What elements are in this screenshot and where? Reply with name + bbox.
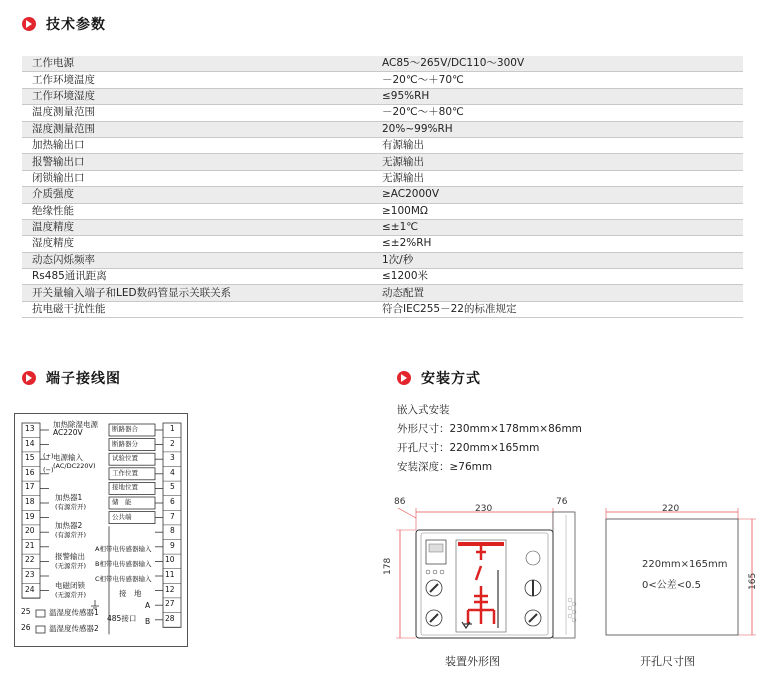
rs485-label: 485接口 [107,614,137,623]
spec-row [22,285,743,301]
right-terminal-label: 公共端 [112,512,132,521]
spec-label: 工作电源 [22,56,374,72]
red-arrow-bullet-icon [22,371,36,385]
install-line-mount: 嵌入式安装 [397,404,450,416]
spec-value: 无源输出 [374,154,743,170]
terminal-right: 1 [170,424,175,433]
terminal-right: 11 [165,570,175,579]
spec-row [22,72,743,88]
right-terminal-label: 断路器分 [112,439,138,448]
right-terminal-label: 工作位置 [112,468,138,477]
spec-label: 报警输出口 [22,154,374,170]
cutout-drawing [598,505,758,645]
spec-value: －20℃～＋70℃ [374,72,743,88]
spec-value: 动态配置 [374,285,743,301]
terminal-right: 10 [165,555,175,565]
wiring-lines [15,414,187,646]
power-in-spec-label: (AC/DC220V) [53,462,96,470]
spec-value: AC85～265V/DC110～300V [374,56,743,72]
spec-row [22,252,743,268]
terminal-left: 20 [25,526,35,536]
spec-label: 温度测量范围 [22,105,374,121]
terminal-right: 9 [170,540,175,550]
spec-value: －20℃～＋80℃ [374,105,743,121]
spec-value: 符合IEC255－22的标准规定 [374,301,743,317]
outline-depth-dim: 86 [394,497,406,507]
wiring-title-text: 端子接线图 [46,371,121,387]
spec-row [22,56,743,72]
terminal-left: 15 [25,453,35,463]
terminal-right: 6 [170,497,175,506]
ac220-label: AC220V [53,428,83,437]
terminal-right: 5 [170,482,175,492]
heater1-sub-label: (有源常开) [55,503,87,511]
spec-row [22,137,743,153]
spec-label: 开关量输入端子和LED数码管显示关联关系 [22,285,374,301]
install-line-outline: 外形尺寸：230mm×178mm×86mm [397,423,582,435]
spec-row [22,203,743,219]
heater2-label: 加热器2 [55,521,83,530]
install-section-title [397,368,481,388]
right-terminal-label: 断路器合 [112,425,138,433]
spec-row [22,219,743,235]
spec-label: 绝缘性能 [22,203,374,219]
spec-row [22,88,743,104]
spec-label: 介质强度 [22,187,374,203]
cutout-size-text: 220mm×165mm [642,559,728,570]
terminal-right: 12 [165,584,175,594]
spec-label: 抗电磁干扰性能 [22,301,374,317]
cutout-height-dim: 165 [748,572,758,590]
heater1-label: 加热器1 [55,493,83,502]
install-line-cutout: 开孔尺寸：220mm×165mm [397,442,540,454]
right-terminal-label: 储 能 [112,498,132,506]
spec-row [22,236,743,252]
minus-label: (−) [43,466,54,474]
sensor2-label: 温湿度传感器2 [49,624,99,633]
terminal-left: 23 [25,570,35,579]
spec-row [22,301,743,317]
outline-caption: 装置外形图 [445,655,500,668]
terminal-left: 13 [25,424,35,433]
spec-label: 湿度精度 [22,236,374,252]
red-arrow-bullet-icon [22,17,36,31]
spec-label: Rs485通讯距离 [22,269,374,285]
sensor-a-label: A相带电传感器输入 [95,545,152,553]
terminal-25: 25 [21,607,31,616]
rs485-b-label: B [145,617,151,626]
terminal-26: 26 [21,623,31,632]
cutout-tolerance-text: 0<公差<0.5 [642,580,702,591]
spec-label: 湿度测量范围 [22,121,374,137]
red-arrow-bullet-icon [397,371,411,385]
spec-value: 有源输出 [374,137,743,153]
spec-label: 工作环境湿度 [22,88,374,104]
terminal-right: 28 [165,613,175,623]
install-title-text: 安装方式 [421,371,481,387]
spec-row [22,187,743,203]
spec-row [22,154,743,170]
spec-value: ≥100MΩ [374,203,743,219]
spec-value: 无源输出 [374,170,743,186]
terminal-right: 7 [170,511,175,521]
terminal-left: 24 [25,584,35,594]
terminal-left: 18 [25,497,35,506]
sensor-b-label: B相带电传感器输入 [95,560,152,568]
spec-value: 20%~99%RH [374,121,743,137]
alarm-sub-label: (无源常开) [55,562,87,570]
heater-power-label: 加热除湿电源 [53,420,98,429]
spec-value: ≤±1℃ [374,219,743,235]
spec-value: ≥AC2000V [374,187,743,203]
right-terminal-label: 试验位置 [112,454,138,463]
cutout-width-dim: 220 [662,504,680,514]
spec-label: 温度精度 [22,219,374,235]
ground-label: 接 地 [119,589,142,598]
spec-row [22,269,743,285]
spec-row [22,170,743,186]
device-outline-drawing [388,500,588,650]
terminal-right: 4 [170,467,175,477]
terminal-left: 22 [25,555,35,565]
wiring-section-title [22,368,121,388]
sensor1-label: 温湿度传感器1 [49,608,99,617]
spec-value: ≤95%RH [374,88,743,104]
spec-value: 1次/秒 [374,252,743,268]
spec-value: ≤1200米 [374,269,743,285]
terminal-right: 3 [170,453,175,463]
spec-row [22,105,743,121]
right-terminal-label: 接地位置 [112,483,138,492]
sensor-c-label: C相带电传感器输入 [95,575,152,583]
cutout-caption: 开孔尺寸图 [640,655,695,668]
specs-title-text: 技术参数 [46,17,106,33]
terminal-right: 27 [165,599,175,609]
alarm-out-label: 报警输出 [55,552,85,561]
power-in-label: 电源输入 [53,453,83,462]
lock-sub-label: (无源常开) [55,591,87,599]
rs485-a-label: A [145,601,151,610]
terminal-wiring-diagram [14,413,188,647]
spec-label: 动态闪烁频率 [22,252,374,268]
spec-table [22,56,743,318]
terminal-right: 8 [170,526,175,536]
terminal-left: 16 [25,467,35,477]
terminal-left: 14 [25,438,35,448]
terminal-left: 21 [25,540,35,550]
spec-value: ≤±2%RH [374,236,743,252]
outline-width-dim: 230 [475,504,493,514]
spec-row [22,121,743,137]
specs-section-title [22,14,106,34]
outline-height-dim: 178 [383,557,393,575]
plus-label: (+) [43,452,54,460]
outline-side-dim: 76 [556,497,568,507]
terminal-right: 2 [170,438,175,448]
lock-label: 电磁闭锁 [55,581,85,590]
spec-label: 工作环境温度 [22,72,374,88]
spec-label: 闭锁输出口 [22,170,374,186]
install-line-depth: 安装深度：≥76mm [397,461,493,473]
terminal-left: 17 [25,482,35,492]
spec-label: 加热输出口 [22,137,374,153]
heater2-sub-label: (有源常开) [55,531,87,539]
terminal-left: 19 [25,511,35,521]
